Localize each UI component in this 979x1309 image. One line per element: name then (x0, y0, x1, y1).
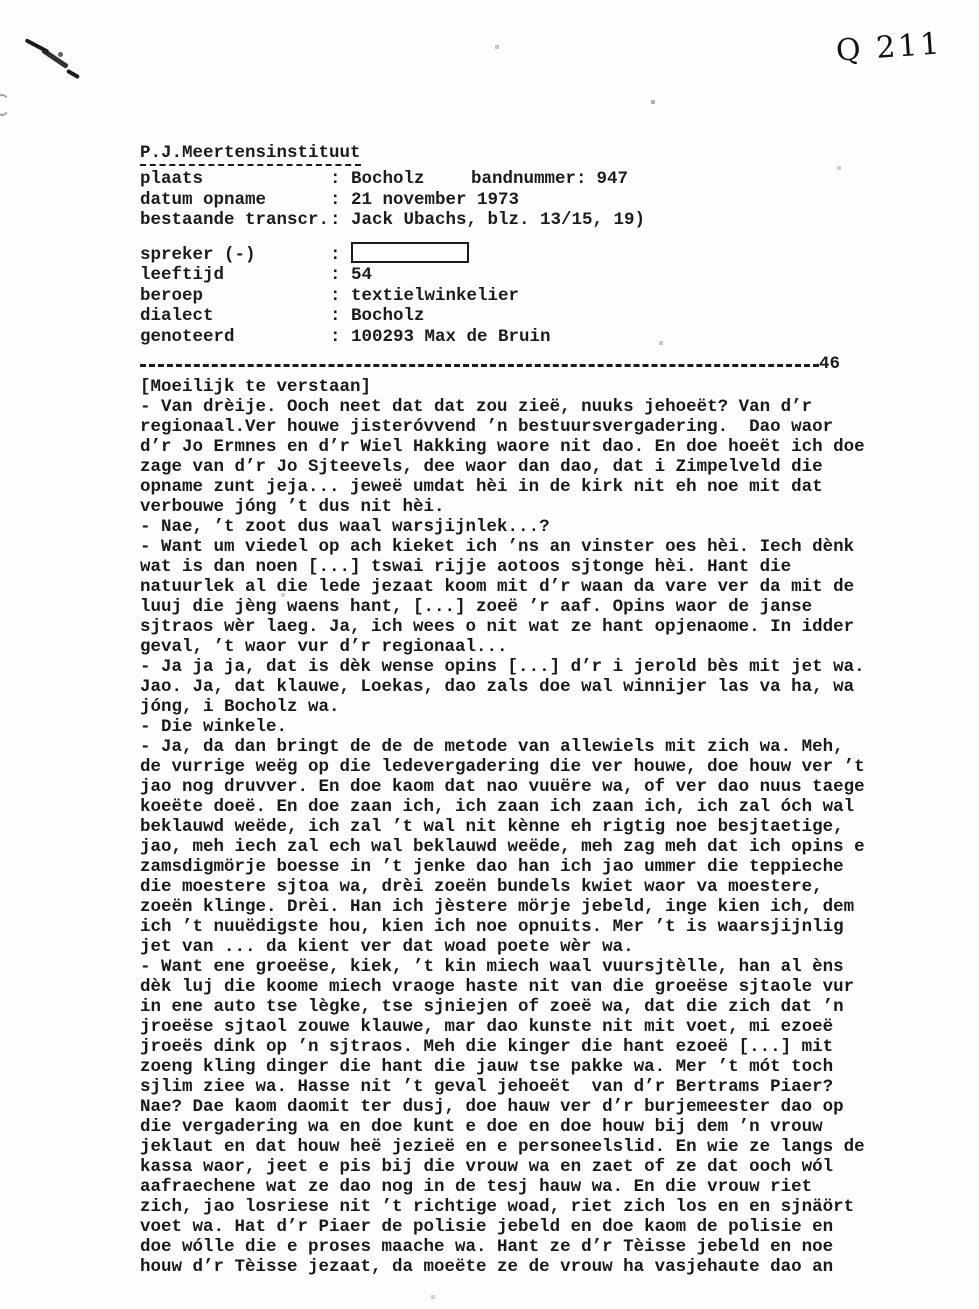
field-value-dialect: Bocholz (351, 306, 425, 326)
meta-row-bestaande-transcr (140, 210, 865, 231)
transcript-line: opname zunt jeja... jeweë umdat hèi in de kirk nit eh noe mit dat (140, 477, 823, 497)
transcript-line: die moestere sjtoa wa, drèi zoeën bundels kwiet waor va moestere, (140, 877, 823, 897)
transcript-line: regionaal.Ver houwe jisteróvvend ’n bestuursvergadering. Dao waor (140, 417, 834, 437)
speaker-row-beroep (140, 286, 865, 307)
transcript-line: doe wólle die e proses maache wa. Hant ze d’r Tèisse jebeld en noe (140, 1237, 834, 1257)
transcript-line: d’r Jo Ermnes en d’r Wiel Hakking waore nit dao. En doe hoeët ich doe (140, 437, 865, 457)
field-colon: : (330, 285, 341, 306)
transcript (140, 377, 865, 1277)
field-label-bestaande-transcr: bestaande transcr. (140, 210, 330, 230)
transcript-line: zamsdigmörje boesse in ’t jenke dao han ich jao ummer die teppieche (140, 857, 844, 877)
transcript-line: zoeën klinge. Drèi. Han ich jèstere mörje jebeld, inge kien ich, dem (140, 897, 855, 917)
transcript-line: zoeng kling dinger die hant die jauw tse pakke wa. Mer ’t mót toch (140, 1057, 834, 1077)
transcript-line: jao, meh iech zal ech wal beklauwd weëde, meh zag meh dat ich opins e (140, 837, 865, 857)
field-value-genoteerd: 100293 Max de Bruin (351, 326, 551, 347)
transcript-line: voet wa. Hat d’r Piaer de polisie jebeld en doe kaom de polisie en (140, 1217, 834, 1237)
transcript-line: die vergadering wa en doe kunt e doe en doe houw bij dem ’n vrouw (140, 1117, 823, 1137)
transcript-line: jao nog druvver. En doe kaom dat nao vuuëre wa, of ver dao nuus taege (140, 777, 865, 797)
transcript-line: houw d’r Tèisse jezaat, da moeëte ze de vrouw ha vasjehaute dao an (140, 1257, 834, 1277)
transcript-line: - Nae, ’t zoot dus waal warsjijnlek...? (140, 517, 550, 537)
scan-artifact-scribble (22, 38, 92, 86)
transcript-line: jet van ... da kient ver dat woad poete wèr wa. (140, 937, 634, 957)
transcript-line: verbouwe jóng ’t dus nit hèi. (140, 497, 445, 517)
transcript-line: sjlim ziee wa. Hasse nit ’t geval jehoeët van d’r Bertrams Piaer? (140, 1077, 834, 1097)
transcript-line: jroeëse sjtaol zouwe klauwe, mar dao kunste nit mit voet, mi ezoeë (140, 1017, 834, 1037)
handwritten-page-mark: Q 211 (834, 26, 944, 69)
transcript-line: beklauwd weëde, ich zal ’t wal nit kènne eh rigtig noe besjtaetige, (140, 817, 844, 837)
field-label-genoteerd: genoteerd (140, 326, 235, 347)
transcript-line: koeëte doeë. En doe zaan ich, ich zaan ich zaan ich, ich zal óch wal (140, 797, 855, 817)
speaker-row-spreker (140, 245, 865, 266)
field-colon: : (330, 210, 341, 230)
meta-row-datum-opname (140, 190, 865, 211)
separator (140, 356, 840, 373)
field-value-leeftijd: 54 (351, 265, 373, 285)
institute-title: P.J.Meertensinstituut (140, 143, 361, 166)
field-label-beroep: beroep (140, 285, 204, 306)
transcript-line: zage van d’r Jo Sjteevels, dee waor dan dao, dat i Zimpelveld die (140, 457, 823, 477)
transcript-line: luuj die jèng waens hant, [...] zoeë ’r aaf. Opins waor de janse (140, 597, 813, 617)
transcript-line: aafraechene wat ze dao nog in de tesj hauw wa. En die vrouw riet (140, 1177, 813, 1197)
field-value-datum: 21 november 1973 (351, 189, 520, 210)
meta-row-plaats (140, 169, 865, 190)
transcript-line: - Ja, da dan bringt de de de metode van allewiels mit zich wa. Meh, (140, 737, 844, 757)
transcript-line: Jao. Ja, dat klauwe, Loekas, dao zals doe wal winnijer las va ha, wa (140, 677, 855, 697)
field-label-spreker: spreker (-) (140, 244, 256, 265)
page-number: 46 (818, 354, 840, 374)
spreker-blank-box (351, 242, 469, 263)
bandnummer-label: bandnummer: (471, 169, 587, 189)
transcript-line: de vurrige weëg op die ledevergadering die ver houwe, doe houw ver ’t (140, 757, 865, 777)
transcript-line: ich ’t nuuëdigste hou, kien ich noe opnuits. Mer ’t is waarsjijnlig (140, 917, 844, 937)
field-colon: : (330, 306, 341, 326)
speaker-section (140, 245, 865, 348)
transcript-line: [Moeilijk te verstaan] (140, 377, 372, 397)
transcript-line: - Van drèije. Ooch neet dat dat zou zieë, nuuks jehoeët? Van d’r (140, 397, 813, 417)
document-content (140, 143, 865, 1277)
field-colon: : (330, 326, 341, 347)
field-value-plaats: Bocholz (351, 169, 425, 189)
field-colon: : (330, 265, 341, 285)
transcript-line: jeklaut en dat houw heë jezieë en e personeelslid. En wie ze langs de (140, 1137, 865, 1157)
field-label-leeftijd: leeftijd (140, 265, 225, 285)
speaker-row-genoteerd (140, 327, 865, 348)
field-colon: : (330, 169, 341, 189)
transcript-line: Nae? Dae kaom daomit ter dusj, doe hauw ver d’r burjemeester dao op (140, 1097, 844, 1117)
transcript-line: - Want ene groeëse, kiek, ’t kin miech waal vuursjtèlle, han al èns (140, 957, 844, 977)
bandnummer-value: 947 (596, 169, 629, 189)
transcript-line: zich, jao losriese nit ’t richtige woad, riet zich los en en sjnäört (140, 1197, 855, 1217)
field-value-bestaande-transcr: Jack Ubachs, blz. 13/15, 19) (351, 210, 646, 230)
field-colon: : (330, 244, 341, 265)
scan-artifact-edge-mark (0, 94, 10, 116)
separator-dashed-line (140, 364, 819, 367)
transcript-line: geval, ’t waor vur d’r regionaal... (140, 637, 508, 657)
transcript-line: natuurlek al die lede jezaat koom mit d’r waan da vare ver da mit de (140, 577, 855, 597)
transcript-line: dèk luj die koome miech vraoge haste nit van die groeëse sjtaole vur (140, 977, 855, 997)
field-value-beroep: textielwinkelier (351, 285, 520, 306)
transcript-line: kassa waor, jeet e pis bij die vrouw wa en zaet of ze dat ooch wól (140, 1157, 834, 1177)
transcript-line: jóng, i Bocholz wa. (140, 697, 340, 717)
scan-specks (0, 0, 2, 2)
field-label-plaats: plaats (140, 169, 204, 189)
field-label-datum: datum opname (140, 189, 267, 210)
transcript-line: jroeës dink op ’n sjtraos. Meh die kinger die hant ezoeë [...] mit (140, 1037, 834, 1057)
speaker-row-dialect (140, 306, 865, 327)
field-label-dialect: dialect (140, 306, 214, 326)
speaker-row-leeftijd (140, 265, 865, 286)
transcript-line: in ene auto tse lègke, tse sjniejen of zoeë wa, dat die zich dat ’n (140, 997, 844, 1017)
transcript-line: - Die winkele. (140, 717, 288, 737)
transcript-line: sjtraos wèr laeg. Ja, ich wees o nit wat ze hant opjenaome. In idder (140, 617, 855, 637)
transcript-line: wat is dan noen [...] tswai rijje aotoos sjtonge hèi. Hant die (140, 557, 792, 577)
field-colon: : (330, 189, 341, 210)
transcript-line: - Want um viedel op ach kieket ich ’ns an vinster oes hèi. Iech dènk (140, 537, 855, 557)
transcript-line: - Ja ja ja, dat is dèk wense opins [...] d’r i jerold bès mit jet wa. (140, 657, 865, 677)
